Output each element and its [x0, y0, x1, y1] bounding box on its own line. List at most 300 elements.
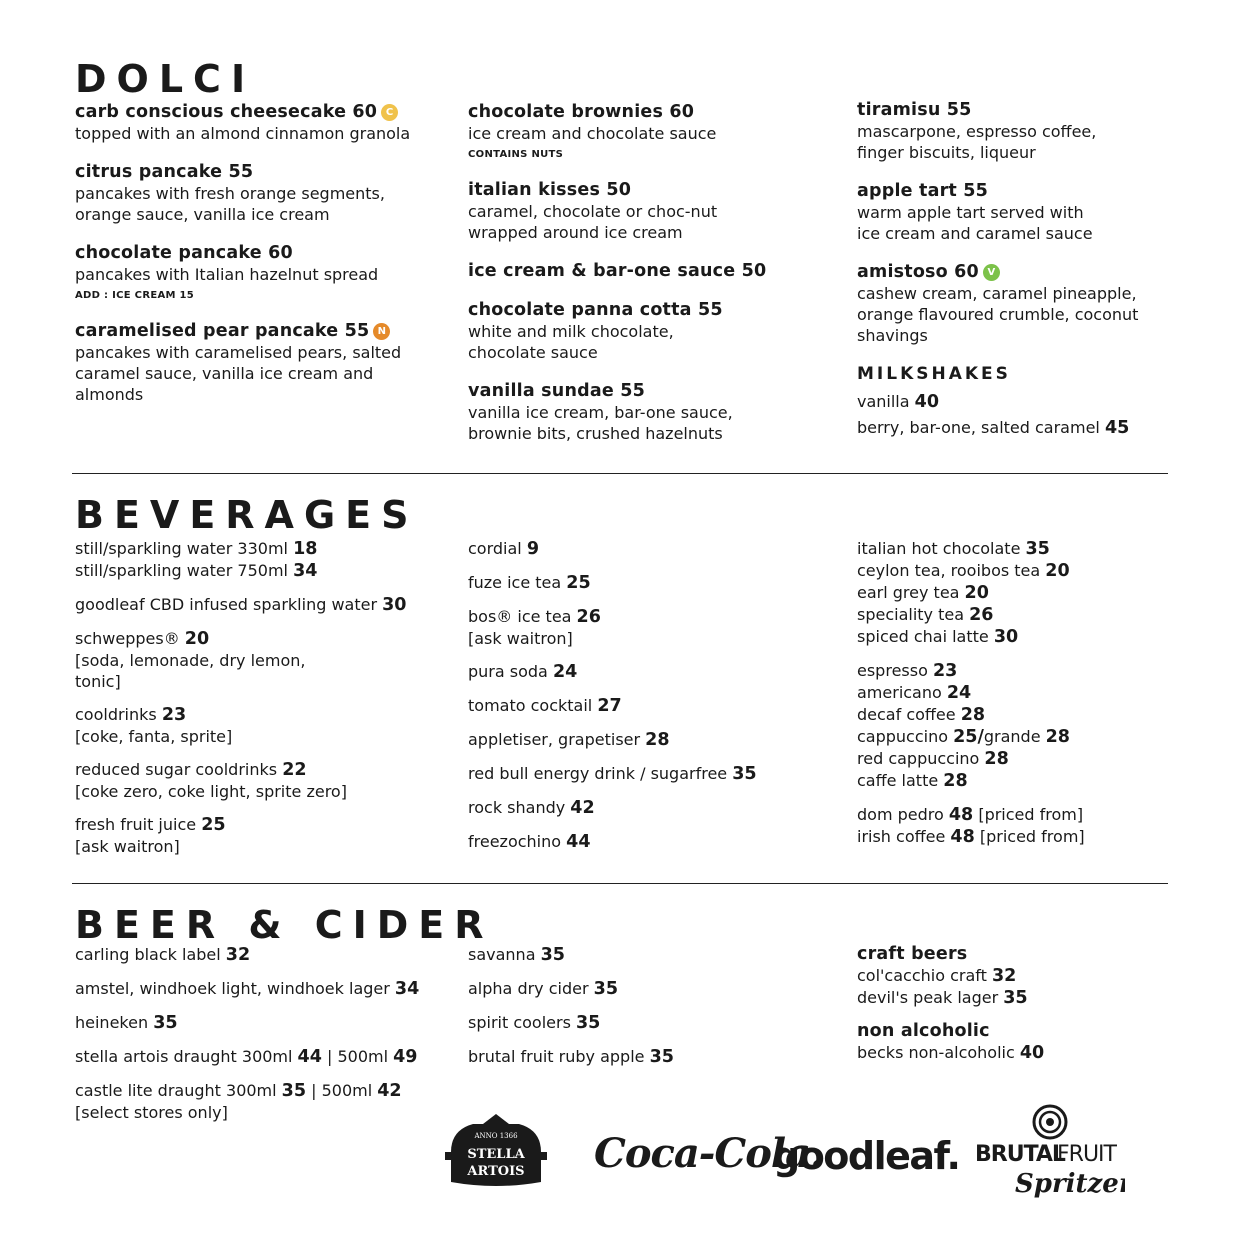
- item-label: spiced chai latte: [857, 627, 994, 646]
- item-label: tonic]: [75, 672, 121, 691]
- drink-line: [857, 538, 1157, 560]
- drink-line: [857, 726, 1157, 748]
- item-label: devil's peak lager: [857, 988, 1004, 1007]
- item-price: 40: [1019, 1043, 1045, 1063]
- drink-line: [468, 606, 828, 628]
- drink-line: [468, 831, 828, 853]
- item-label: vanilla: [857, 392, 915, 411]
- spacer: [75, 802, 455, 814]
- spacer: [75, 144, 455, 162]
- drink-line: [857, 826, 1157, 848]
- item-price: 35: [593, 979, 618, 999]
- drink-group: [75, 594, 455, 616]
- drink-line: [468, 797, 828, 819]
- item-label: heineken: [75, 1013, 154, 1032]
- menu-item-name: [75, 102, 455, 123]
- beverages-column-1: [75, 538, 455, 857]
- dolci-column-3: [857, 100, 1157, 439]
- item-price: 35: [1025, 539, 1050, 559]
- drink-line: [75, 704, 455, 726]
- item-price: 26: [969, 605, 994, 625]
- spacer: [857, 1009, 1157, 1021]
- item-label: stella artois draught 300ml: [75, 1047, 298, 1066]
- drink-line: [857, 987, 1157, 1009]
- drink-line: [75, 944, 455, 966]
- item-label: italian hot chocolate: [857, 539, 1026, 558]
- item-label: [ask waitron]: [75, 837, 180, 856]
- menu-item: [75, 243, 455, 303]
- menu-item-description: wrapped around ice cream: [468, 223, 683, 242]
- drink-group: [75, 814, 455, 857]
- item-label: schweppes®: [75, 629, 185, 648]
- drink-group: [857, 660, 1157, 792]
- menu-item-title: caramelised pear pancake 55: [75, 321, 370, 341]
- menu-item-note: ADD : ICE CREAM 15: [75, 290, 195, 301]
- item-label: reduced sugar cooldrinks: [75, 760, 283, 779]
- drink-line: [75, 560, 455, 582]
- drink-group: [857, 538, 1157, 648]
- menu-item: [857, 100, 1157, 163]
- menu-item-name: [468, 102, 828, 123]
- beer-column-2: [468, 944, 828, 1068]
- item-price: 40: [914, 392, 939, 412]
- spacer: [75, 225, 455, 243]
- drink-line: [75, 671, 455, 692]
- item-label: alpha dry cider: [468, 979, 594, 998]
- drink-line: [75, 726, 455, 747]
- menu-item-description: ice cream and chocolate sauce: [468, 124, 717, 143]
- drink-line: [857, 604, 1157, 626]
- menu-item-description: pancakes with fresh orange segments,: [75, 184, 385, 203]
- spacer: [468, 560, 828, 572]
- milkshakes-heading: MILKSHAKES: [857, 364, 1011, 384]
- drink-line: [857, 748, 1157, 770]
- menu-item-description: topped with an almond cinnamon granola: [75, 124, 411, 143]
- spacer: [75, 303, 455, 321]
- menu-item-name: [468, 300, 828, 321]
- item-price: 28: [1045, 727, 1070, 747]
- drink-line: [468, 661, 828, 683]
- drink-line: [75, 814, 455, 836]
- item-label: becks non-alcoholic: [857, 1043, 1020, 1062]
- drink-group: [468, 729, 828, 751]
- item-price: 35: [540, 945, 565, 965]
- item-label: [ask waitron]: [468, 629, 573, 648]
- menu-item: [468, 300, 828, 363]
- item-price: 35: [1003, 988, 1028, 1008]
- menu-item-description: mascarpone, espresso coffee,: [857, 122, 1097, 141]
- drink-line: [468, 628, 828, 649]
- spacer: [857, 244, 1157, 262]
- item-label: col'cacchio craft: [857, 966, 992, 985]
- goodleaf-logo: goodleaf.: [773, 1134, 960, 1178]
- item-price: 34: [394, 979, 420, 999]
- menu-item-title: chocolate pancake 60: [75, 243, 293, 263]
- item-price: 18: [293, 539, 318, 559]
- section-title-dolci: DOLCI: [75, 57, 256, 101]
- milkshake-item: [857, 391, 1157, 413]
- drink-line: [75, 1080, 455, 1102]
- menu-item-description: caramel, chocolate or choc-nut: [468, 202, 718, 221]
- beer-group: [857, 1021, 1157, 1064]
- drink-line: [468, 538, 828, 560]
- menu-item-title: ice cream & bar-one sauce 50: [468, 261, 767, 281]
- drink-line: [857, 965, 1157, 987]
- beer-group-heading: non alcoholic: [857, 1021, 990, 1041]
- item-label: cordial: [468, 539, 527, 558]
- item-label: fuze ice tea: [468, 573, 567, 592]
- drink-line: [75, 594, 455, 616]
- item-price: 20: [1045, 561, 1070, 581]
- spacer: [468, 1000, 828, 1012]
- menu-item-name: [857, 100, 1157, 121]
- drink-line: [75, 650, 455, 671]
- menu-item-name: [857, 181, 1157, 202]
- item-label: espresso: [857, 661, 933, 680]
- drink-line: [857, 560, 1157, 582]
- drink-group: [75, 1046, 455, 1068]
- drink-line: [468, 695, 828, 717]
- item-price: 30: [993, 627, 1019, 647]
- item-suffix: | 500ml: [321, 1047, 394, 1066]
- menu-item-title: chocolate panna cotta 55: [468, 300, 723, 320]
- spacer: [468, 683, 828, 695]
- item-label: pura soda: [468, 662, 553, 681]
- beer-column-3: [857, 944, 1157, 1064]
- item-price: 20: [964, 583, 989, 603]
- item-label: appletiser, grapetiser: [468, 730, 646, 749]
- drink-group: [468, 695, 828, 717]
- item-price: 30: [382, 595, 407, 615]
- item-label: spirit coolers: [468, 1013, 576, 1032]
- svg-text:STELLA: STELLA: [467, 1147, 525, 1162]
- beverages-column-2: [468, 538, 828, 853]
- menu-item-name: [468, 261, 828, 282]
- spacer: [468, 1034, 828, 1046]
- spacer: [75, 616, 455, 628]
- item-label: cooldrinks: [75, 705, 162, 724]
- item-label: castle lite draught 300ml: [75, 1081, 282, 1100]
- item-label: cappuccino: [857, 727, 954, 746]
- item-price: 48: [948, 805, 974, 825]
- item-label: caffe latte: [857, 771, 944, 790]
- menu-item: [468, 102, 828, 162]
- menu-item: [468, 381, 828, 444]
- item-label: earl grey tea: [857, 583, 965, 602]
- drink-line: [857, 682, 1157, 704]
- drink-line: [75, 1046, 455, 1068]
- svg-text:BRUTAL: BRUTAL: [975, 1142, 1065, 1167]
- coca-cola-logo: Coca-Cola.: [594, 1130, 823, 1177]
- drink-group: [468, 1046, 828, 1068]
- menu-item: [468, 261, 828, 282]
- item-label: [coke zero, coke light, sprite zero]: [75, 782, 347, 801]
- svg-text:ANNO 1366: ANNO 1366: [474, 1132, 518, 1140]
- menu-item-description: warm apple tart served with: [857, 203, 1084, 222]
- item-price: 28: [943, 771, 968, 791]
- section-divider: [72, 473, 1168, 474]
- item-label: decaf coffee: [857, 705, 961, 724]
- item-price: 35: [649, 1047, 674, 1067]
- dolci-column-1: [75, 102, 455, 405]
- item-label: red bull energy drink / sugarfree: [468, 764, 733, 783]
- item-label: americano: [857, 683, 947, 702]
- item-price: 35: [732, 764, 757, 784]
- item-price: 28: [960, 705, 986, 725]
- item-label: red cappuccino: [857, 749, 985, 768]
- item-price: 32: [225, 945, 251, 965]
- drink-group: [468, 1012, 828, 1034]
- spacer: [857, 648, 1157, 660]
- spacer: [75, 1034, 455, 1046]
- menu-item-title: citrus pancake 55: [75, 162, 254, 182]
- item-label: grande: [983, 727, 1046, 746]
- item-label: goodleaf CBD infused sparkling water: [75, 595, 383, 614]
- svg-text:FRUIT: FRUIT: [1057, 1142, 1116, 1167]
- milkshake-item: [857, 417, 1157, 439]
- drink-group: [468, 763, 828, 785]
- menu-item-title: chocolate brownies 60: [468, 102, 695, 122]
- drink-group: [468, 978, 828, 1000]
- menu-item-name: [468, 180, 828, 201]
- item-price: 22: [282, 760, 307, 780]
- menu-item-description: cashew cream, caramel pineapple,: [857, 284, 1137, 303]
- drink-group: [468, 661, 828, 683]
- drink-group: [75, 1080, 455, 1123]
- item-price: 42: [377, 1081, 402, 1101]
- item-price: 25: [566, 573, 591, 593]
- item-price: 45: [1104, 418, 1130, 438]
- menu-item-title: vanilla sundae 55: [468, 381, 645, 401]
- menu-item-name: [75, 243, 455, 264]
- drink-group: [75, 1012, 455, 1034]
- item-label: fresh fruit juice: [75, 815, 202, 834]
- drink-group: [75, 759, 455, 802]
- item-label: still/sparkling water 330ml: [75, 539, 294, 558]
- item-price: 44: [297, 1047, 322, 1067]
- menu-item-description: pancakes with caramelised pears, salted: [75, 343, 402, 362]
- drink-line: [75, 978, 455, 1000]
- menu-item-title: amistoso 60: [857, 262, 979, 282]
- spacer: [857, 792, 1157, 804]
- menu-item-title: tiramisu 55: [857, 100, 972, 120]
- item-price: 24: [552, 662, 578, 682]
- spacer: [468, 966, 828, 978]
- item-label: [coke, fanta, sprite]: [75, 727, 233, 746]
- drink-line: [857, 660, 1157, 682]
- drink-group: [468, 538, 828, 560]
- spacer: [468, 363, 828, 381]
- menu-item-title: italian kisses 50: [468, 180, 632, 200]
- menu-item-description: orange flavoured crumble, coconut: [857, 305, 1139, 324]
- drink-line: [857, 582, 1157, 604]
- drink-line: [468, 1012, 828, 1034]
- menu-item-description: vanilla ice cream, bar-one sauce,: [468, 403, 733, 422]
- spacer: [75, 582, 455, 594]
- drink-line: [857, 770, 1157, 792]
- spacer: [75, 1000, 455, 1012]
- item-price: 35: [281, 1081, 307, 1101]
- drink-line: [468, 572, 828, 594]
- item-label: freezochino: [468, 832, 567, 851]
- spacer: [857, 163, 1157, 181]
- section-title-beverages: BEVERAGES: [75, 493, 419, 537]
- menu-item-description: finger biscuits, liqueur: [857, 143, 1036, 162]
- drink-group: [75, 628, 455, 692]
- drink-line: [857, 704, 1157, 726]
- drink-line: [468, 763, 828, 785]
- menu-item-description: chocolate sauce: [468, 343, 598, 362]
- menu-item-name: [857, 262, 1157, 283]
- spacer: [75, 1068, 455, 1080]
- item-price: 20: [184, 629, 210, 649]
- drink-group: [75, 704, 455, 747]
- stella-artois-logo: [443, 1112, 549, 1188]
- svg-text:ARTOIS: ARTOIS: [467, 1164, 525, 1179]
- spacer: [468, 282, 828, 300]
- item-label: ceylon tea, rooibos tea: [857, 561, 1046, 580]
- item-price: 24: [946, 683, 972, 703]
- drink-group: [468, 572, 828, 594]
- item-label: brutal fruit ruby apple: [468, 1047, 650, 1066]
- beer-column-1: [75, 944, 455, 1123]
- spacer: [468, 594, 828, 606]
- drink-group: [468, 831, 828, 853]
- drink-line: [75, 1102, 455, 1123]
- beverages-column-3: [857, 538, 1157, 848]
- item-label: rock shandy: [468, 798, 571, 817]
- item-price: 25: [201, 815, 226, 835]
- dolci-column-2: [468, 102, 828, 444]
- item-label: irish coffee: [857, 827, 951, 846]
- drink-group: [468, 606, 828, 649]
- spacer: [468, 819, 828, 831]
- item-price: 23: [932, 661, 958, 681]
- dietary-badge-icon: V: [983, 264, 1000, 281]
- item-price: 42: [570, 798, 595, 818]
- drink-line: [468, 944, 828, 966]
- drink-line: [468, 1046, 828, 1068]
- item-suffix: [priced from]: [974, 827, 1085, 846]
- menu-item: [857, 181, 1157, 244]
- item-price: 26: [576, 607, 601, 627]
- item-price: 23: [161, 705, 187, 725]
- beer-group-heading: craft beers: [857, 944, 968, 964]
- drink-line: [75, 628, 455, 650]
- drink-line: [468, 729, 828, 751]
- brutal-fruit-logo: [975, 1104, 1125, 1204]
- item-price: 49: [393, 1047, 418, 1067]
- menu-item-description: brownie bits, crushed hazelnuts: [468, 424, 723, 443]
- menu-item-name: [75, 162, 455, 183]
- drink-line: [75, 538, 455, 560]
- menu-item-note: CONTAINS NUTS: [468, 149, 564, 160]
- spacer: [468, 751, 828, 763]
- item-label: speciality tea: [857, 605, 970, 624]
- item-price: 27: [597, 696, 622, 716]
- item-price: 28: [984, 749, 1009, 769]
- item-price: 44: [566, 832, 591, 852]
- menu-item-name: [468, 381, 828, 402]
- section-title-beer-cider: BEER & CIDER: [75, 903, 494, 947]
- item-label: tomato cocktail: [468, 696, 598, 715]
- item-label: berry, bar-one, salted caramel: [857, 418, 1105, 437]
- menu-item-description: white and milk chocolate,: [468, 322, 674, 341]
- drink-line: [857, 804, 1157, 826]
- drink-line: [75, 781, 455, 802]
- item-label: bos® ice tea: [468, 607, 577, 626]
- dietary-badge-icon: C: [381, 104, 398, 121]
- spacer: [468, 243, 828, 261]
- spacer: [75, 747, 455, 759]
- item-label: [select stores only]: [75, 1103, 228, 1122]
- item-suffix: [priced from]: [973, 805, 1084, 824]
- menu-item-title: carb conscious cheesecake 60: [75, 102, 378, 122]
- item-label: [soda, lemonade, dry lemon,: [75, 651, 306, 670]
- menu-item: [857, 262, 1157, 346]
- menu-item: [468, 180, 828, 243]
- item-price: 32: [991, 966, 1017, 986]
- drink-group: [75, 944, 455, 966]
- spacer: [75, 966, 455, 978]
- drink-line: [468, 978, 828, 1000]
- item-price: 9: [526, 539, 540, 559]
- spacer: [468, 649, 828, 661]
- item-price: 34: [293, 561, 318, 581]
- spacer: [468, 785, 828, 797]
- menu-item-description: caramel sauce, vanilla ice cream and: [75, 364, 374, 383]
- menu-item-description: almonds: [75, 385, 144, 404]
- drink-line: [857, 626, 1157, 648]
- drink-line: [75, 1012, 455, 1034]
- spacer: [468, 162, 828, 180]
- spacer: [468, 717, 828, 729]
- menu-item: [75, 102, 455, 144]
- menu-item: [75, 162, 455, 225]
- spacer: [857, 346, 1157, 364]
- drink-group: [468, 944, 828, 966]
- item-label: savanna: [468, 945, 541, 964]
- menu-item-description: pancakes with Italian hazelnut spread: [75, 265, 379, 284]
- item-price: 28: [645, 730, 670, 750]
- svg-text:Spritzer: Spritzer: [1015, 1169, 1125, 1199]
- menu-item: [75, 321, 455, 405]
- menu-item-name: [75, 321, 455, 342]
- item-price: 35: [575, 1013, 601, 1033]
- menu-item-description: ice cream and caramel sauce: [857, 224, 1093, 243]
- menu-item-title: apple tart 55: [857, 181, 989, 201]
- item-label: amstel, windhoek light, windhoek lager: [75, 979, 395, 998]
- item-suffix: | 500ml: [306, 1081, 378, 1100]
- item-price: 48: [950, 827, 975, 847]
- drink-line: [75, 836, 455, 857]
- beer-group: [857, 944, 1157, 1009]
- spacer: [75, 692, 455, 704]
- item-price: 25/: [953, 727, 984, 747]
- drink-group: [75, 538, 455, 582]
- item-label: still/sparkling water 750ml: [75, 561, 294, 580]
- section-divider: [72, 883, 1168, 884]
- item-price: 35: [153, 1013, 178, 1033]
- drink-group: [468, 797, 828, 819]
- item-label: carling black label: [75, 945, 226, 964]
- menu-item-description: shavings: [857, 326, 928, 345]
- menu-item-description: orange sauce, vanilla ice cream: [75, 205, 330, 224]
- drink-line: [857, 1042, 1157, 1064]
- drink-line: [75, 759, 455, 781]
- drink-group: [75, 978, 455, 1000]
- item-label: dom pedro: [857, 805, 949, 824]
